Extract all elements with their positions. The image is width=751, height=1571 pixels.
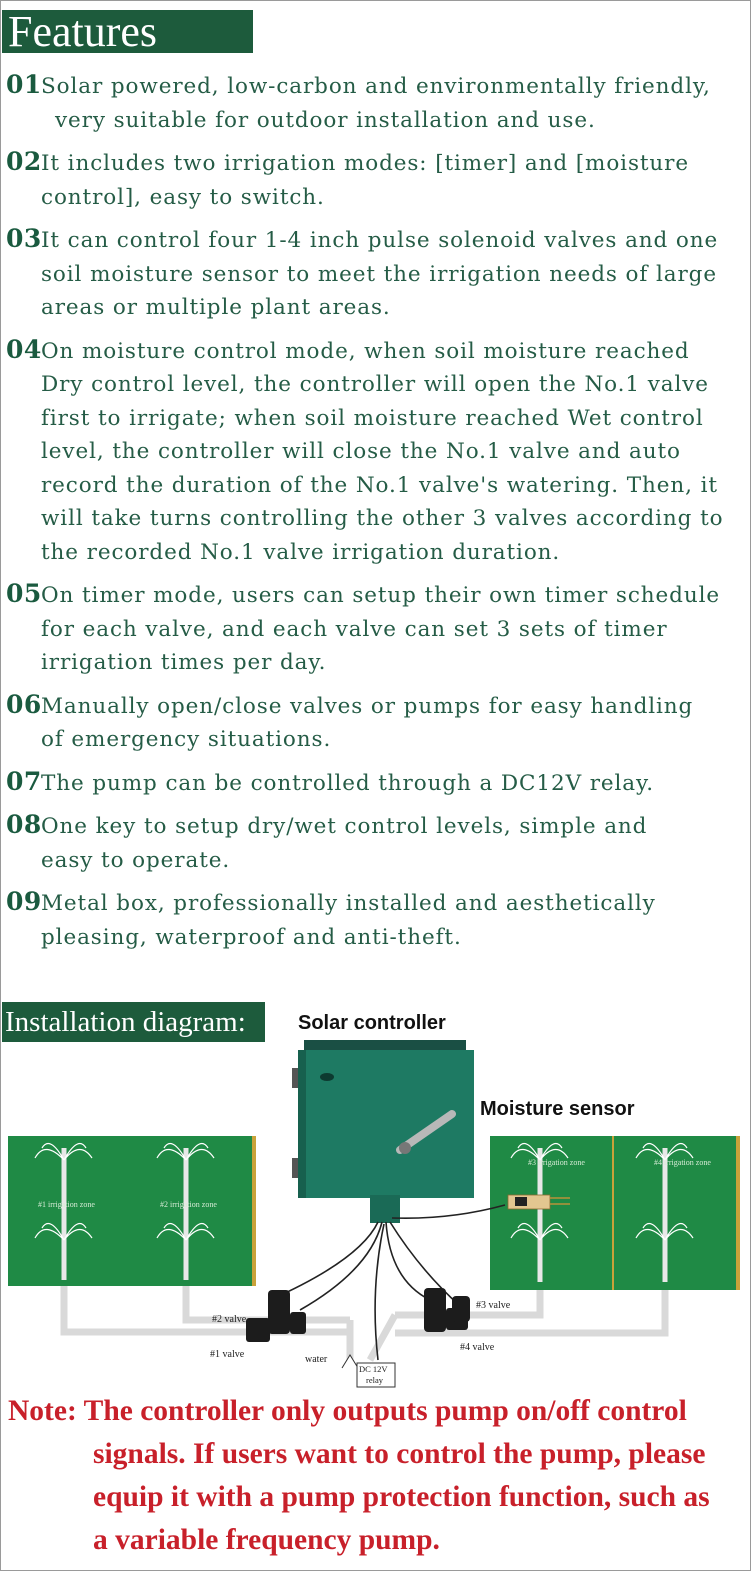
feature-line: It can control four 1-4 inch pulse solenoid valves and one [41, 228, 719, 253]
feature-line: easy to operate. [41, 847, 231, 873]
feature-number: 07 [6, 766, 42, 796]
feature-number: 05 [6, 579, 42, 608]
note-line-4: a variable frequency pump. [93, 1524, 440, 1556]
feature-item [6, 887, 748, 954]
cables [270, 1205, 505, 1360]
valve4-label: #4 valve [460, 1342, 495, 1353]
relay-line1: DC 12V [359, 1364, 388, 1374]
feature-item [6, 70, 748, 137]
zone3-label: #3 irrigation zone [528, 1158, 585, 1167]
irrigation-zone-2 [130, 1136, 256, 1286]
feature-line: record the duration of the No.1 valve's watering. Then, it [41, 472, 718, 498]
valve1-label: #1 valve [210, 1349, 245, 1360]
feature-line: irrigation times per day. [41, 650, 327, 675]
pipe-main [350, 1315, 395, 1365]
feature-line: It includes two irrigation modes: [timer] and [moisture [41, 151, 689, 176]
feature-line: Solar powered, low-carbon and environmentally friendly, [41, 74, 711, 99]
note-line-1: Note: The controller only outputs pump on/off control [8, 1395, 687, 1427]
feature-number: 01 [6, 70, 42, 99]
feature-item [6, 335, 748, 570]
feature-line: On moisture control mode, when soil moisture reached [41, 338, 690, 364]
feature-line: first to irrigate; when soil moisture reached Wet control [41, 405, 704, 431]
solar-controller-label: Solar controller [298, 1012, 446, 1034]
feature-line: control], easy to switch. [41, 184, 325, 210]
water-label: water [305, 1354, 328, 1365]
moisture-sensor-label: Moisture sensor [480, 1098, 635, 1120]
feature-number: 03 [6, 224, 42, 253]
note-line-3: equip it with a pump protection function, such as [93, 1481, 710, 1513]
feature-line: On timer mode, users can setup their own timer schedule [41, 583, 720, 608]
feature-item [6, 579, 748, 680]
feature-line: of emergency situations. [41, 727, 332, 752]
feature-line: One key to setup dry/wet control levels, simple and [41, 814, 648, 839]
zone2-label: #2 irrigation zone [160, 1200, 217, 1209]
feature-line: the recorded No.1 valve irrigation duration. [41, 539, 561, 565]
feature-number: 02 [6, 147, 42, 176]
installation-heading: Installation diagram: [2, 1002, 265, 1042]
feature-line: level, the controller will close the No.1 valve and auto [41, 439, 681, 464]
feature-line: Dry control level, the controller will open the No.1 valve [41, 372, 709, 397]
feature-item [6, 147, 748, 214]
zone1-label: #1 irrigation zone [38, 1200, 95, 1209]
feature-number: 09 [6, 887, 42, 916]
features-list [6, 70, 748, 954]
note-line-2: signals. If users want to control the pump, please [93, 1438, 706, 1470]
feature-line: Manually open/close valves or pumps for easy handling [41, 693, 694, 719]
feature-line: very suitable for outdoor installation and use. [55, 107, 596, 133]
feature-line: Metal box, professionally installed and aesthetically [41, 891, 656, 916]
installation-diagram-svg [0, 990, 751, 1390]
solar-controller-box [292, 1040, 474, 1223]
valve2-label: #2 valve [212, 1314, 247, 1325]
feature-item [6, 767, 748, 801]
feature-line: pleasing, waterproof and anti-theft. [41, 924, 462, 950]
relay-line2: relay [366, 1375, 383, 1385]
zone4-label: #4 irrigation zone [654, 1158, 711, 1167]
feature-item [6, 810, 748, 877]
feature-line: areas or multiple plant areas. [41, 295, 391, 320]
feature-line: soil moisture sensor to meet the irrigation needs of large [41, 261, 717, 287]
feature-line: for each valve, and each valve can set 3 sets of timer [41, 616, 668, 642]
feature-item [6, 690, 748, 757]
irrigation-zone-1 [8, 1136, 134, 1286]
feature-number: 08 [6, 810, 42, 839]
features-heading: Features [2, 10, 253, 53]
installation-diagram [0, 990, 751, 1390]
feature-number: 04 [6, 334, 42, 364]
feature-line: The pump can be controlled through a DC12V relay. [41, 770, 654, 796]
feature-line: will take turns controlling the other 3 valves according to [41, 506, 724, 531]
feature-number: 06 [6, 689, 42, 719]
feature-item [6, 224, 748, 325]
valve3-label: #3 valve [476, 1300, 511, 1311]
note-block [8, 1390, 748, 1562]
